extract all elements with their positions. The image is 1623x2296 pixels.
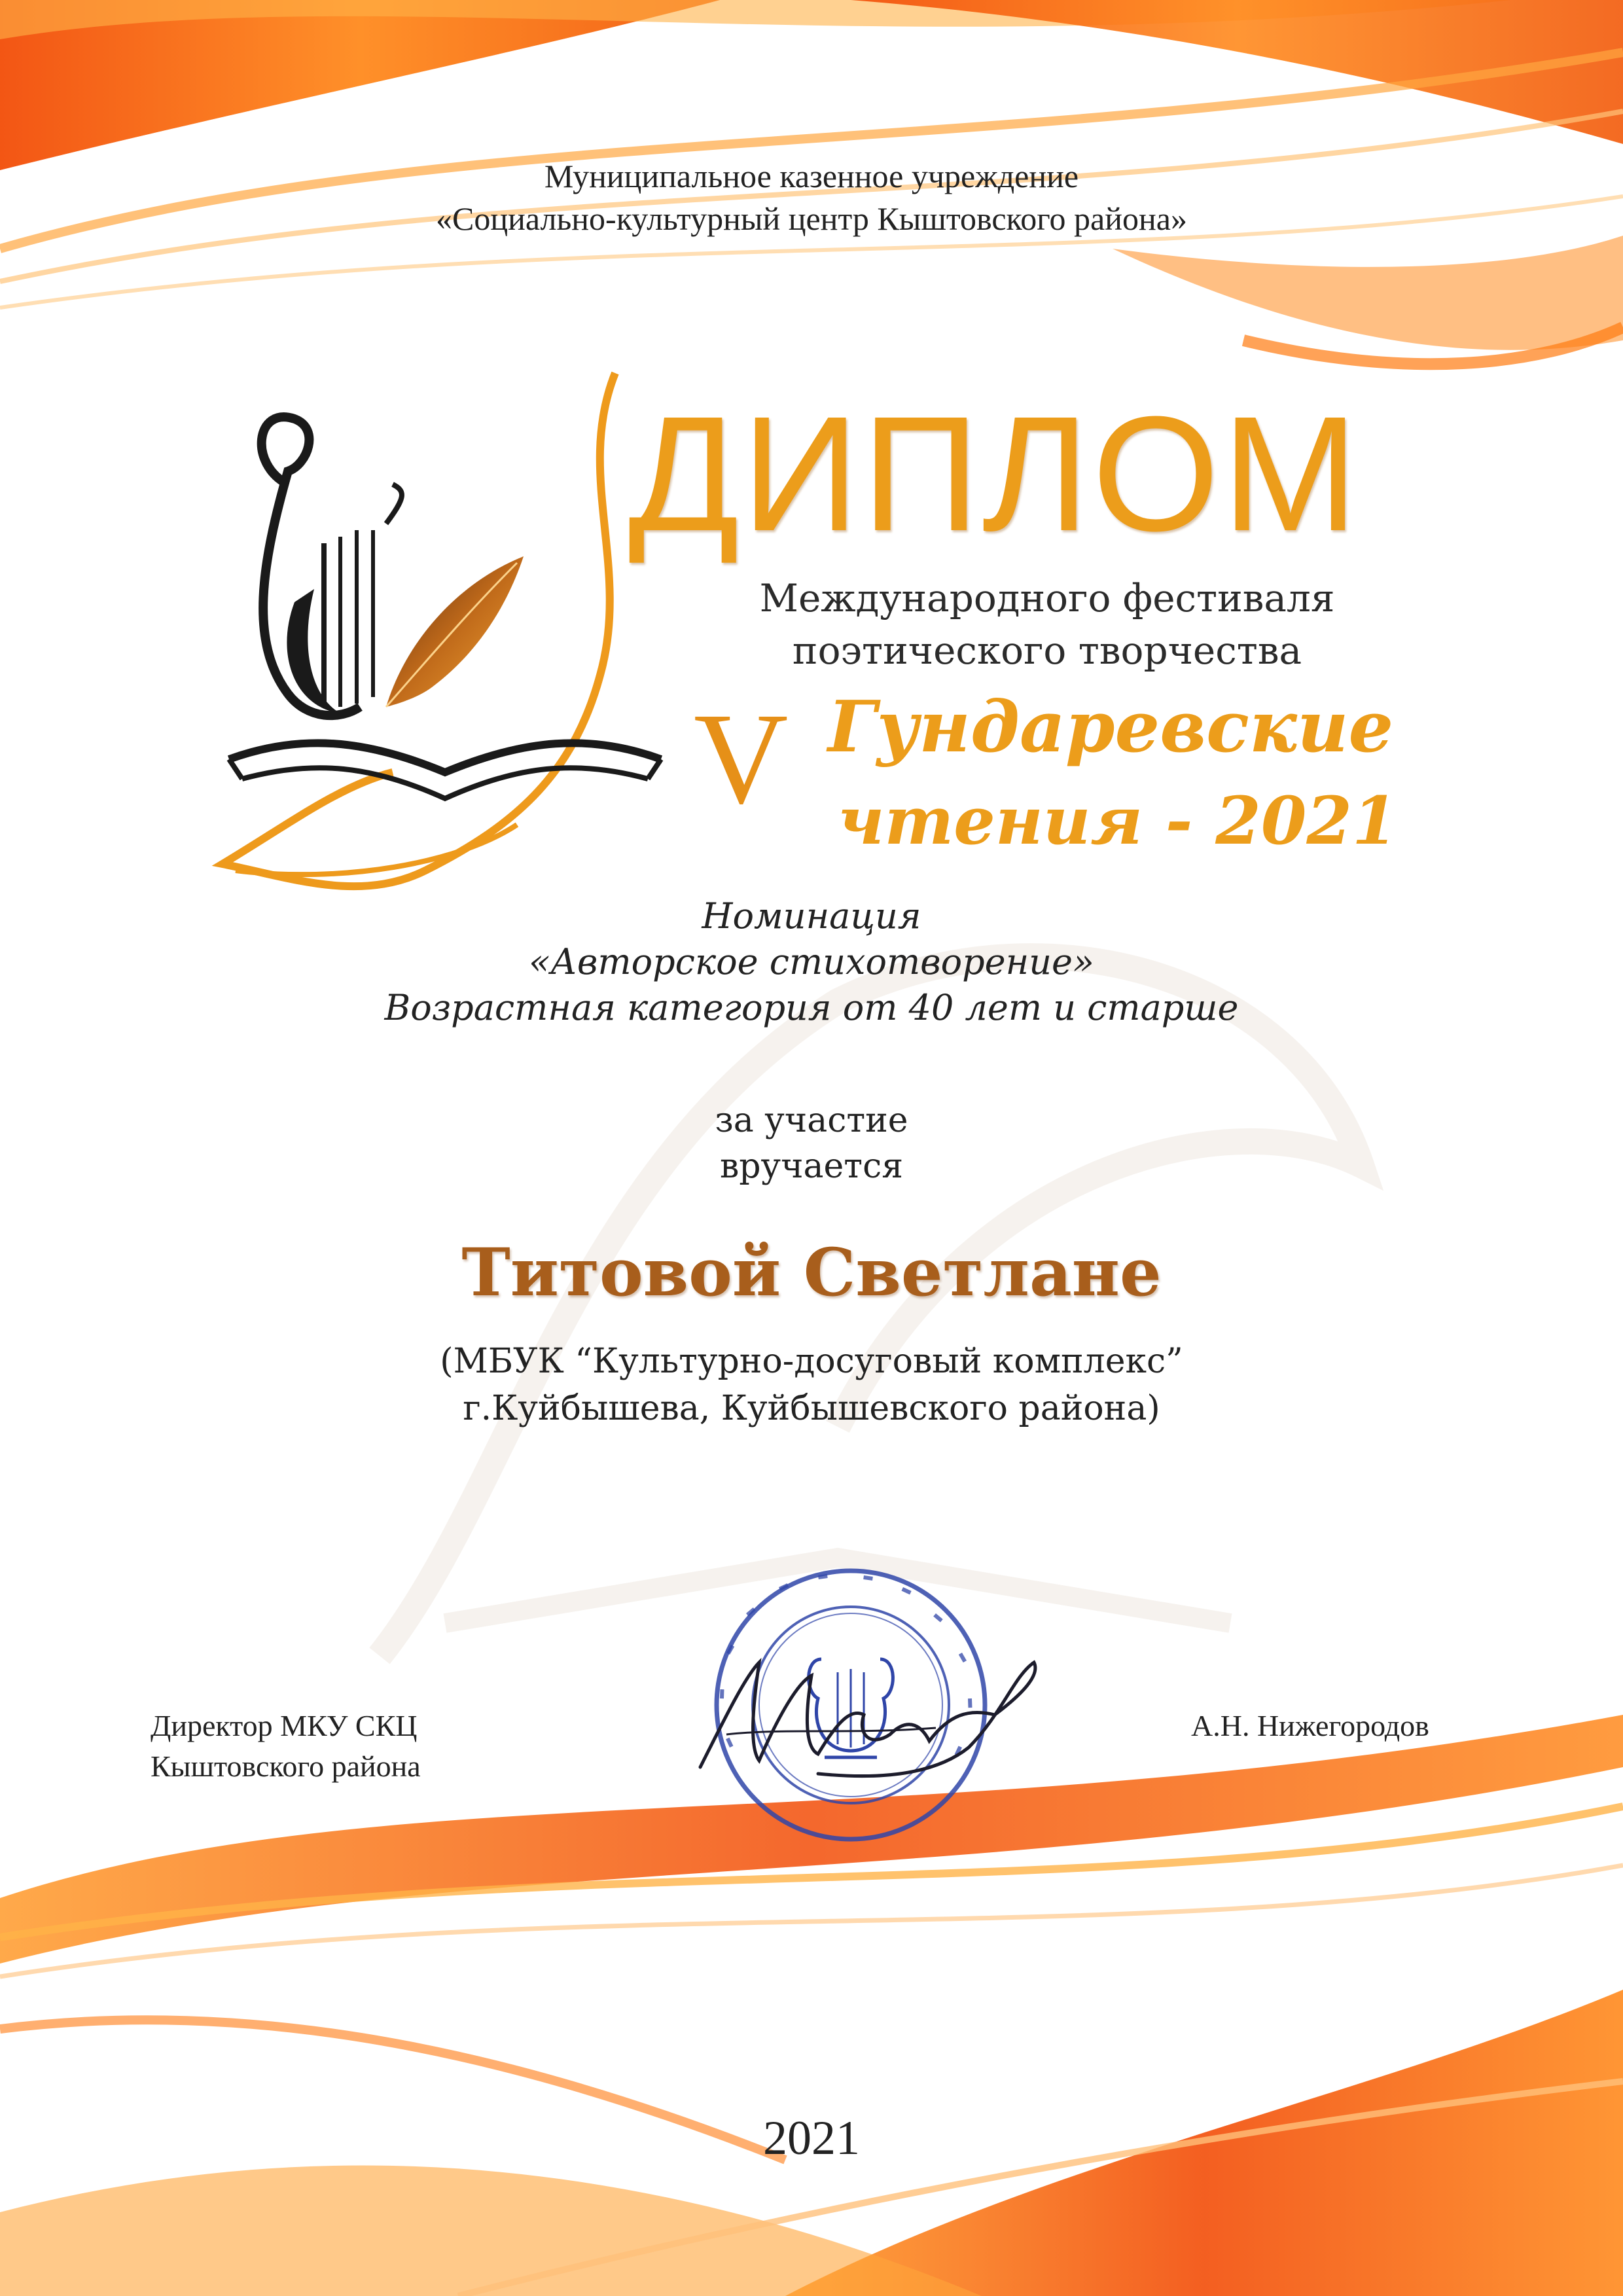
- footer-year: 2021: [763, 2111, 860, 2165]
- festival-line1: Международного фестиваля: [759, 576, 1335, 620]
- org-name-line2: «Социально-культурный центр Кыштовского района»: [436, 200, 1187, 237]
- lyre-book-quill-logo: [209, 367, 681, 910]
- festival-line2: поэтического творчества: [792, 628, 1302, 673]
- signatory-name: А.Н. Нижегородов: [1191, 1709, 1429, 1742]
- org-name-line1: Муниципальное казенное учреждение: [544, 158, 1079, 194]
- signatory-position-line2: Кыштовского района: [151, 1749, 421, 1783]
- age-category: Возрастная категория от 40 лет и старше: [384, 987, 1239, 1028]
- festival-name-line1: Гундаревские: [828, 686, 1394, 768]
- award-reason: за участие: [715, 1101, 908, 1140]
- festival-edition-number: V: [694, 687, 789, 831]
- nomination-label: Номинация: [702, 895, 921, 937]
- recipient-org-line1: (МБУК “Культурно-досуговый комплекс”: [440, 1342, 1183, 1381]
- award-awarded: вручается: [719, 1147, 903, 1186]
- diploma-title: ДИПЛОМ: [628, 382, 1361, 565]
- handwritten-signature: [687, 1636, 1054, 1793]
- festival-name-line2: чтения - 2021: [838, 782, 1398, 859]
- nomination-name: «Авторское стихотворение»: [529, 941, 1094, 982]
- recipient-name: Титовой Светлане: [461, 1234, 1162, 1311]
- signatory-position-line1: Директор МКУ СКЦ: [151, 1709, 418, 1742]
- recipient-org-line2: г.Куйбышева, Куйбышевского района): [463, 1389, 1160, 1428]
